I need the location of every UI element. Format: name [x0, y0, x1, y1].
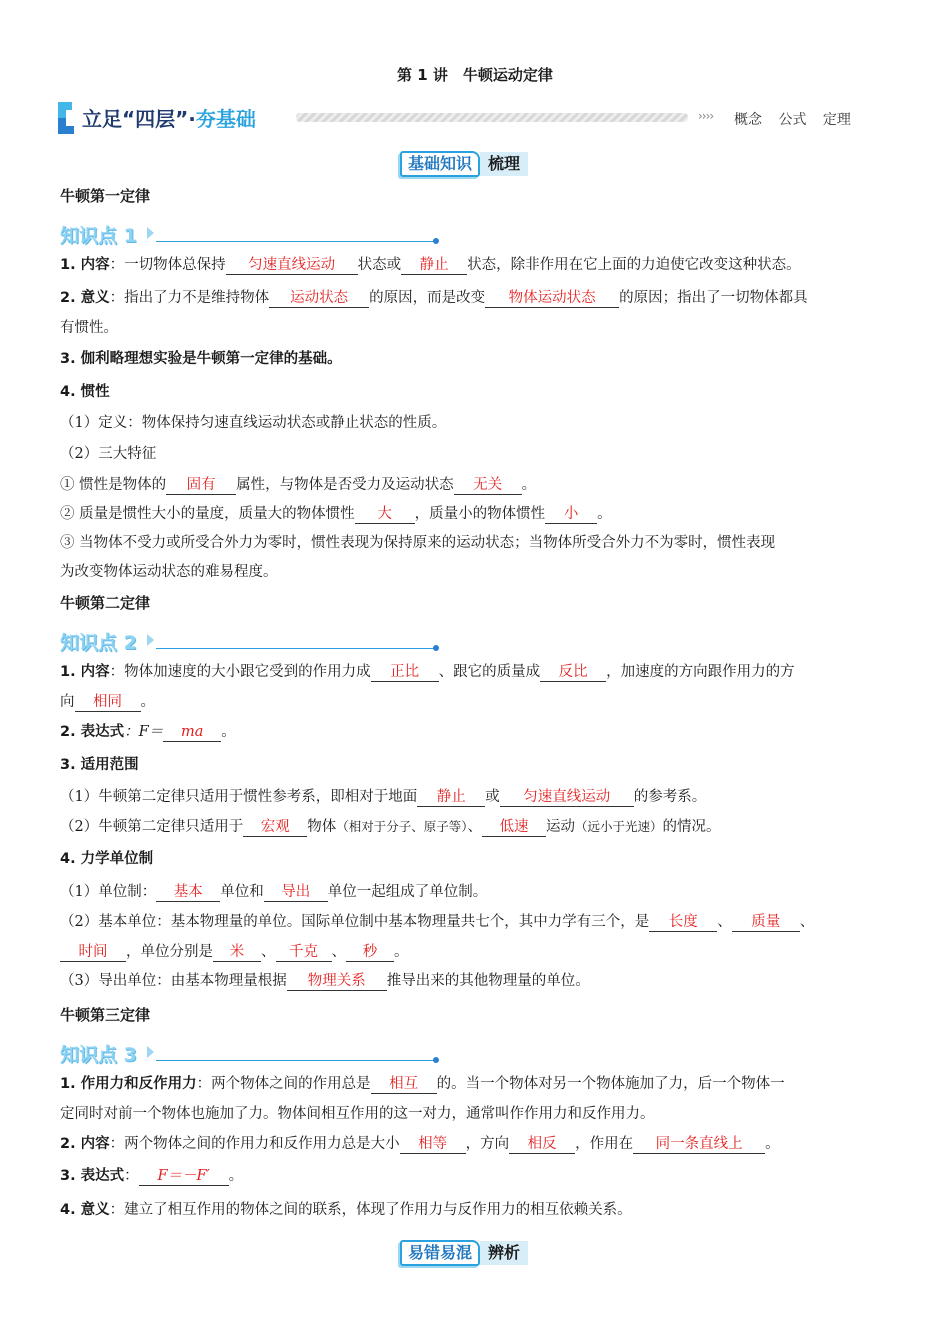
answer-blank: 大	[355, 505, 415, 524]
answer-blank: 无关	[454, 476, 522, 495]
section-heading: 牛顿第二定律	[60, 594, 151, 612]
answer-blank: 相同	[75, 693, 141, 712]
answer-blank: 长度	[649, 913, 717, 932]
answer-blank: 米	[213, 943, 261, 962]
kp-dot	[433, 645, 439, 651]
badge-tail: 梳理	[480, 152, 528, 176]
answer-blank: 低速	[482, 818, 546, 837]
kp-label: 知识点 3	[60, 1044, 137, 1066]
answer-blank: 同一条直线上	[633, 1135, 765, 1154]
text-line: （1）定义：物体保持匀速直线运动状态或静止状态的性质。	[60, 415, 447, 431]
text-line: （3）导出单位：由基本物理量根据 物理关系 推导出来的其他物理量的单位。	[60, 973, 590, 989]
kp-line	[156, 1060, 436, 1061]
text-line: 3. 表达式： F＝－F′ 。	[60, 1168, 244, 1184]
section-banner	[58, 100, 858, 136]
text-line: ① 惯性是物体的 固有 属性，与物体是否受力及运动状态 无关 。	[60, 477, 537, 493]
text-line: 1. 内容：物体加速度的大小跟它受到的作用力成 正比 、跟它的质量成 反比 ，加速度的方向跟作用力的方	[60, 664, 795, 680]
answer-blank: F＝－F′	[139, 1167, 229, 1186]
banner-label: 立足“四层”·夯基础	[82, 107, 256, 131]
answer-blank: 千克	[276, 943, 332, 962]
text-line: 2. 表达式：F＝ ma 。	[60, 724, 236, 740]
badge-box: 易错易混	[400, 1240, 480, 1266]
answer-blank: 秒	[346, 943, 394, 962]
answer-blank: 物体运动状态	[485, 289, 619, 308]
text-line: （2）牛顿第二定律只适用于 宏观 物体（相对于分子、原子等）、 低速 运动（远小于光速）的情况。	[60, 819, 721, 835]
kp-dot	[433, 238, 439, 244]
answer-blank: 相等	[400, 1135, 466, 1154]
text-line: （2）三大特征	[60, 446, 157, 462]
text-line: ② 质量是惯性大小的量度，质量大的物体惯性 大 ，质量小的物体惯性 小 。	[60, 506, 612, 522]
text-line: 有惯性。	[60, 320, 118, 336]
answer-blank: 固有	[166, 476, 236, 495]
answer-blank: 匀速直线运动	[500, 788, 634, 807]
text-line: 1. 内容：一切物体总保持 匀速直线运动 状态或 静止 状态，除非作用在它上面的力迫使它改变这种状态。	[60, 257, 801, 273]
text-line: 4. 力学单位制	[60, 851, 154, 867]
answer-blank: 物理关系	[287, 972, 387, 991]
answer-blank: 静止	[417, 788, 485, 807]
kp-label: 知识点 1	[60, 225, 137, 247]
text-line: 4. 惯性	[60, 384, 110, 400]
text-line: （1）单位制： 基本 单位和 导出 单位一起组成了单位制。	[60, 884, 488, 900]
answer-blank: ma	[163, 723, 221, 742]
section-heading: 牛顿第一定律	[60, 187, 151, 205]
kp-line	[156, 648, 436, 649]
kp-dot	[433, 1057, 439, 1063]
knowledge-point-2	[60, 628, 440, 652]
text-line: 3. 适用范围	[60, 757, 139, 773]
banner-corner-decoration	[58, 118, 74, 134]
pitfalls-badge	[400, 1240, 528, 1266]
chevrons-icon: ››››	[698, 109, 714, 123]
answer-blank: 匀速直线运动	[226, 256, 358, 275]
triangle-icon	[147, 227, 154, 239]
answer-blank: 运动状态	[269, 289, 369, 308]
text-line: （2）基本单位：基本物理量的单位。国际单位制中基本物理量共七个，其中力学有三个，是 长度 、 质量 、	[60, 914, 815, 930]
text-line: 4. 意义：建立了相互作用的物体之间的联系，体现了作用力与反作用力的相互依赖关系。	[60, 1202, 632, 1218]
answer-blank: 时间	[60, 943, 126, 962]
banner-bar-decoration	[296, 113, 688, 122]
answer-blank: 小	[545, 505, 597, 524]
answer-blank: 导出	[264, 883, 328, 902]
section-heading: 牛顿第三定律	[60, 1006, 151, 1024]
badge-tail: 辨析	[480, 1241, 528, 1265]
text-line: 2. 意义：指出了力不是维持物体 运动状态 的原因，而是改变 物体运动状态 的原因；指出了一切物体都具	[60, 290, 808, 306]
kp-line	[156, 241, 436, 242]
text-line: 为改变物体运动状态的难易程度。	[60, 564, 278, 580]
text-line: 时间 ，单位分别是 米 、 千克 、 秒 。	[60, 942, 890, 962]
knowledge-point-1	[60, 221, 440, 245]
text-line: ③ 当物体不受力或所受合外力为零时，惯性表现为保持原来的运动状态；当物体所受合外力不为零时，惯性表现	[60, 535, 776, 551]
answer-blank: 静止	[401, 256, 467, 275]
knowledge-point-3	[60, 1040, 440, 1064]
badge-box: 基础知识	[400, 151, 480, 177]
lecture-title: 第 1 讲 牛顿运动定律	[397, 66, 553, 84]
text-line: 2. 内容：两个物体之间的作用力和反作用力总是大小 相等 ，方向 相反 ，作用在 同一条直线上 。	[60, 1136, 780, 1152]
answer-blank: 宏观	[243, 818, 307, 837]
text-line: （1）牛顿第二定律只适用于惯性参考系，即相对于地面 静止 或 匀速直线运动 的参考系。	[60, 789, 707, 805]
answer-blank: 正比	[371, 663, 439, 682]
answer-blank: 相互	[371, 1075, 437, 1094]
text-line: 3. 伽利略理想实验是牛顿第一定律的基础。	[60, 351, 342, 367]
basics-badge	[400, 151, 528, 177]
triangle-icon	[147, 1046, 154, 1058]
text-line: 向 相同 。	[60, 694, 155, 710]
answer-blank: 质量	[732, 913, 800, 932]
triangle-icon	[147, 634, 154, 646]
text-line: 1. 作用力和反作用力：两个物体之间的作用总是 相互 的。当一个物体对另一个物体施加了力，后一个物体一	[60, 1076, 785, 1092]
text-line: 定同时对前一个物体也施加了力。物体间相互作用的这一对力，通常叫作作用力和反作用力。	[60, 1106, 655, 1122]
answer-blank: 反比	[540, 663, 606, 682]
banner-tags: 概念 公式 定理	[734, 112, 851, 128]
kp-label: 知识点 2	[60, 632, 137, 654]
answer-blank: 相反	[509, 1135, 575, 1154]
answer-blank: 基本	[156, 883, 220, 902]
